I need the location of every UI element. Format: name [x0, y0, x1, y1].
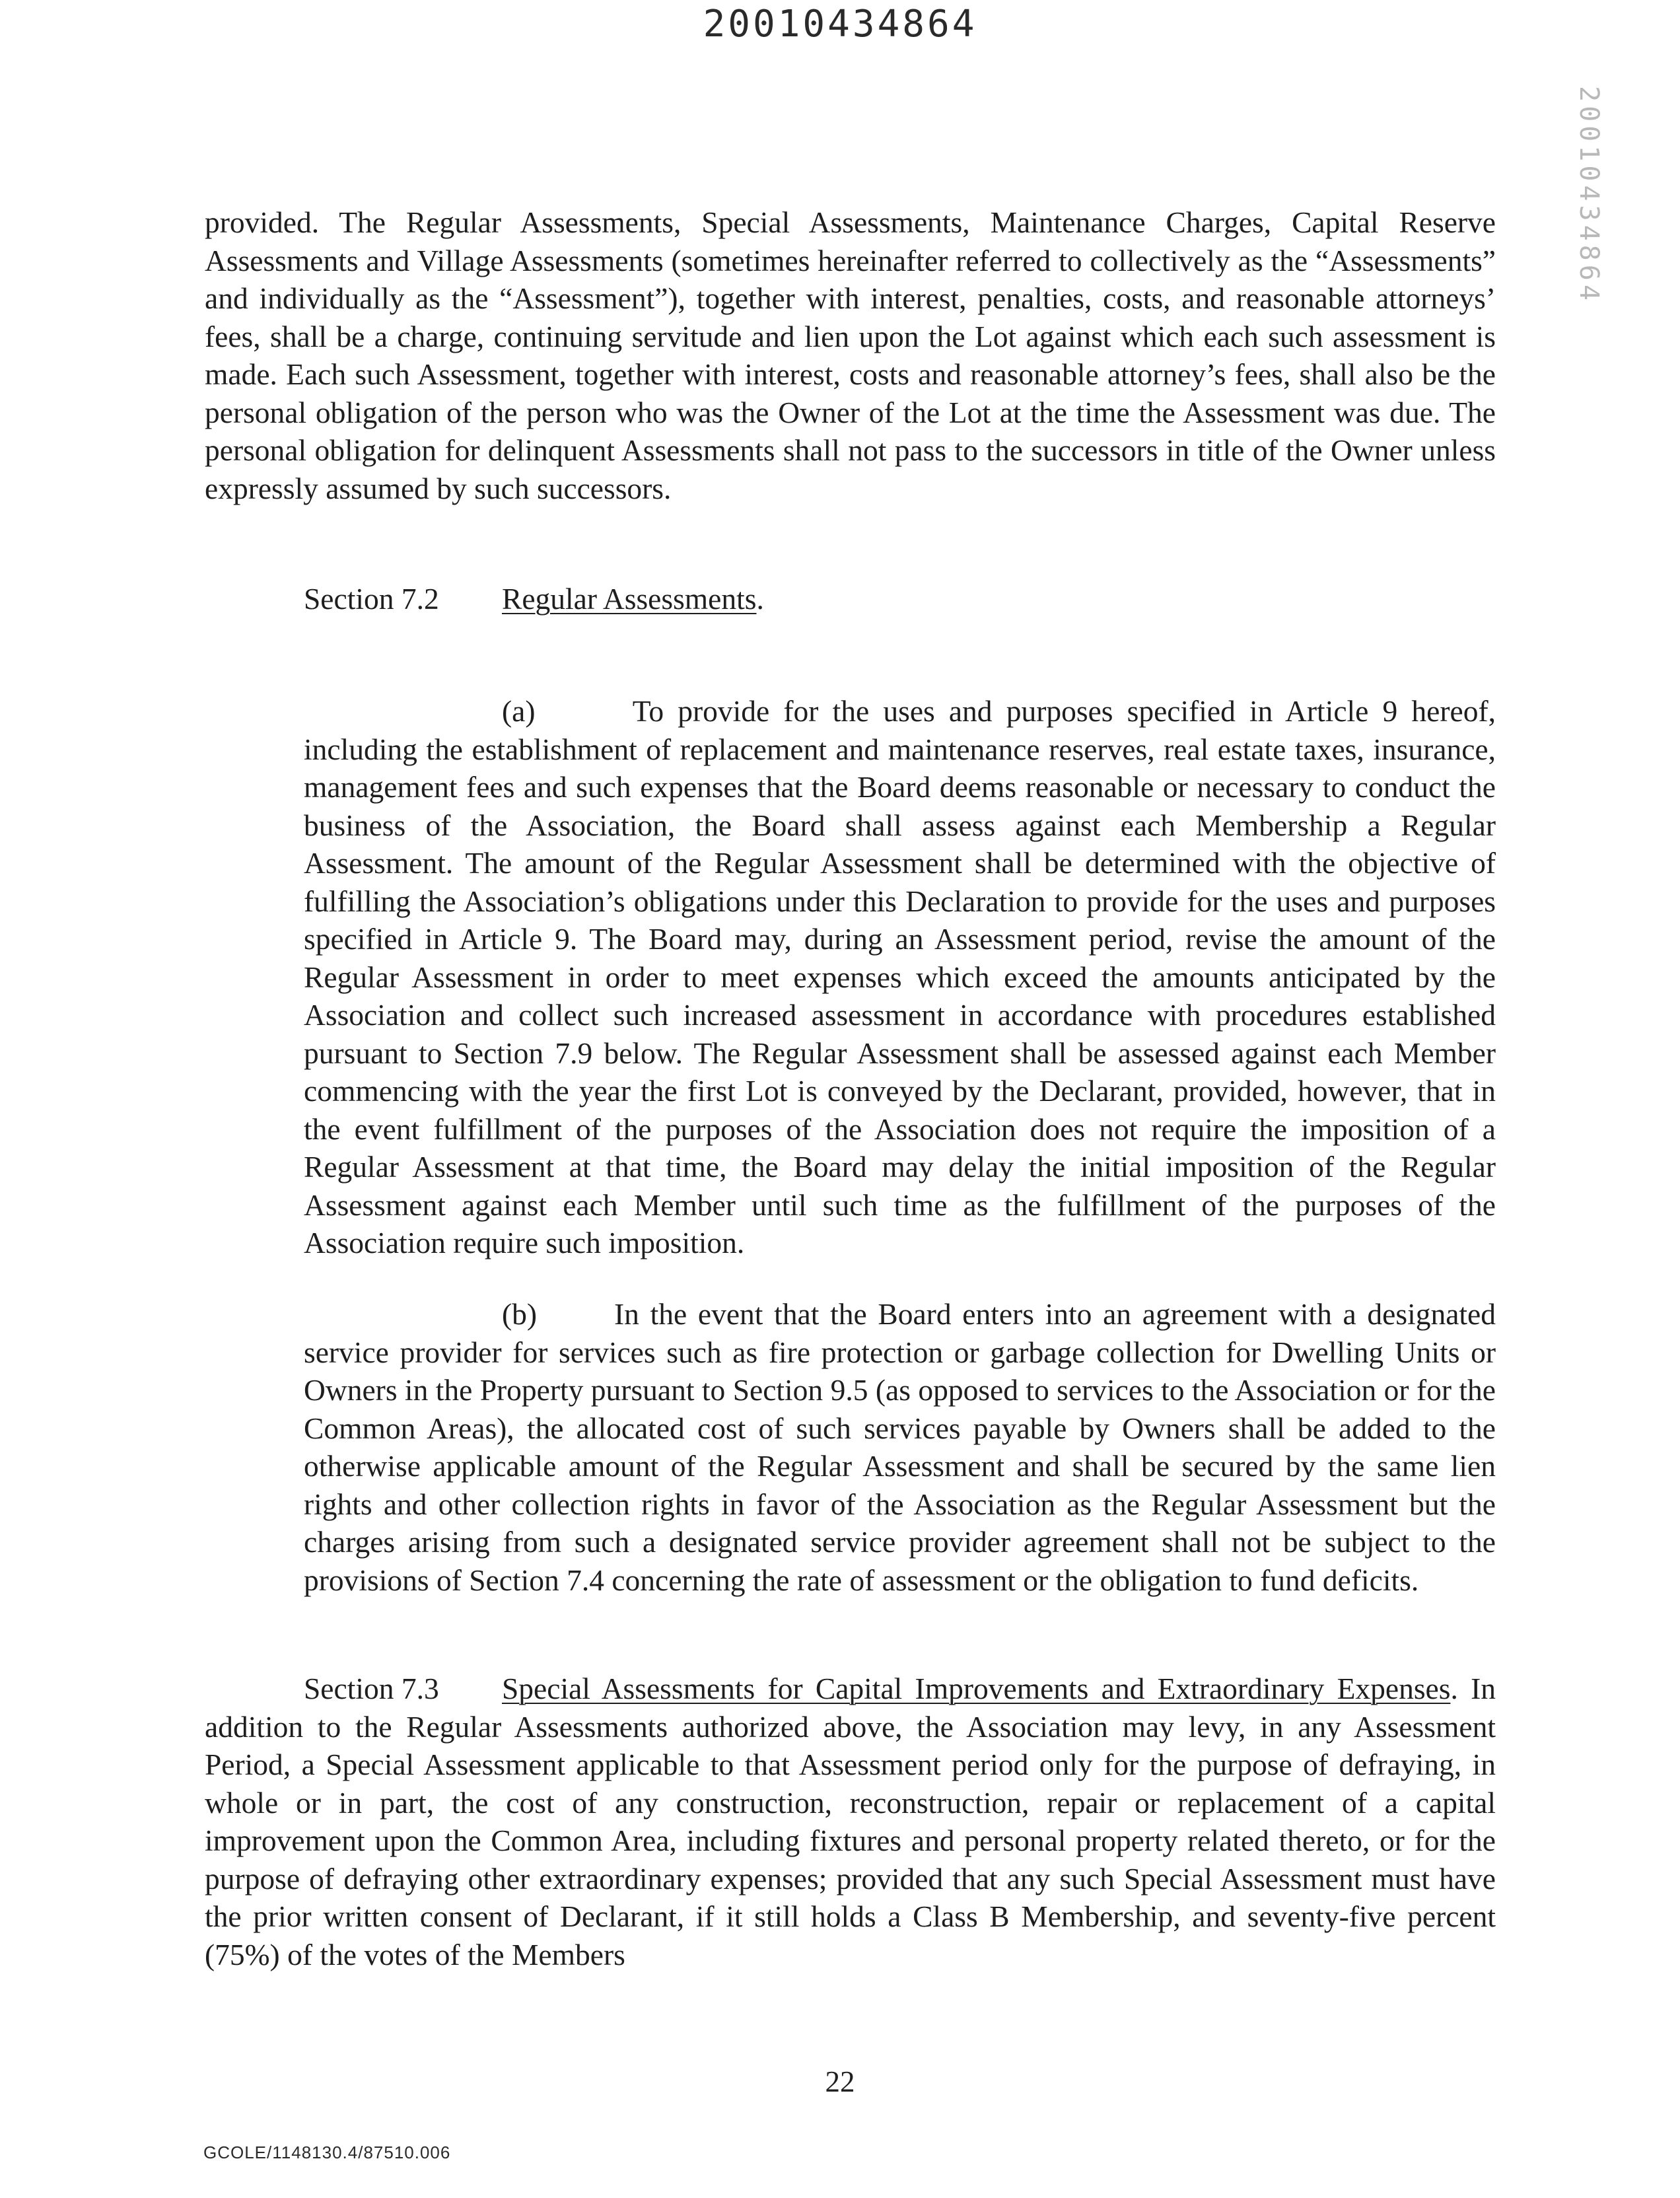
section-7-3-text: In addition to the Regular Assessments authorized above, the Association may levy, in any Assessment Period, a Special Assessment applicable to that Assessment period only for the purpose of defraying, in whole or in part, the cost of any construction, reconstruction, repair or replacement of a capital improvement upon the Common Area, including fixtures and personal property related thereto, or for the purpose of defraying other extraordinary expenses; provided that any such Special Assessment must have the prior written consent of Declarant, if it still holds a Class B Membership, and seventy-five percent (75%) of the votes of the Members: [205, 1672, 1496, 1971]
section-7-3-number: Section 7.3: [304, 1672, 439, 1705]
section-7-2-number: Section 7.2: [304, 582, 439, 616]
paragraph-b: [304, 1295, 1496, 1599]
section-7-2-title: Regular Assessments: [502, 582, 757, 616]
paragraph-a: [304, 692, 1496, 1262]
side-stamp: 20010434864: [1574, 86, 1604, 304]
section-7-3-title-suffix: .: [1450, 1672, 1458, 1705]
section-7-3: [205, 1670, 1496, 1973]
section-7-2-paragraph-a: [304, 692, 1496, 1262]
section-7-3-title: Special Assessments for Capital Improvements and Extraordinary Expenses: [502, 1672, 1451, 1705]
paragraph-b-label: (b): [502, 1297, 538, 1331]
paragraph-a-label: (a): [502, 694, 536, 728]
continuation-paragraph: [205, 203, 1496, 507]
continuation-paragraph-text: provided. The Regular Assessments, Special Assessments, Maintenance Charges, Capital Reserve Assessments and Village Assessments (sometimes hereinafter referred to collectively as the “Assessments” and individually as the “Assessment”), together with interest, penalties, costs, and reasonable attorneys’ fees, shall be a charge, continuing servitude and lien upon the Lot against which each such assessment is made. Each such Assessment, together with interest, costs and reasonable attorney’s fees, shall also be the personal obligation of the person who was the Owner of the Lot at the time the Assessment was due. The personal obligation for delinquent Assessments shall not pass to the successors in title of the Owner unless expressly assumed by such successors.: [205, 205, 1496, 505]
footer-file-code: GCOLE/1148130.4/87510.006: [203, 2143, 451, 2162]
paragraph-a-text: To provide for the uses and purposes specified in Article 9 hereof, including the establishment of replacement and maintenance reserves, real estate taxes, insurance, management fees and such expenses that the Board deems reasonable or necessary to conduct the business of the Association, the Board shall assess against each Membership a Regular Assessment. The amount of the Regular Assessment shall be determined with the objective of fulfilling the Association’s obligations under this Declaration to provide for the uses and purposes specified in Article 9. The Board may, during an Assessment period, revise the amount of the Regular Assessment in order to meet expenses which exceed the amounts anticipated by the Association and collect such increased assessment in accordance with procedures established pursuant to Section 7.9 below. The Regular Assessment shall be assessed against each Member commencing with the year the first Lot is conveyed by the Declarant, provided, however, that in the event fulfillment of the purposes of the Association does not require the imposition of a Regular Assessment at that time, the Board may delay the initial imposition of the Regular Assessment against each Member until such time as the fulfillment of the purposes of the Association require such imposition.: [304, 694, 1496, 1259]
section-7-2-title-suffix: .: [756, 582, 764, 616]
page-number: 22: [825, 2065, 855, 2098]
section-7-2-heading: [304, 580, 764, 618]
section-7-3-paragraph: [205, 1670, 1496, 1973]
paragraph-b-text: In the event that the Board enters into an agreement with a designated service provider for services such as fire protection or garbage collection for Dwelling Units or Owners in the Property pursuant to Section 9.5 (as opposed to services to the Association or for the Common Areas), the allocated cost of such services payable by Owners shall be added to the otherwise applicable amount of the Regular Assessment and shall be secured by the same lien rights and other collection rights in favor of the Association as the Regular Assessment but the charges arising from such a designated service provider agreement shall not be subject to the provisions of Section 7.4 concerning the rate of assessment or the obligation to fund deficits.: [304, 1297, 1496, 1597]
document-number: 20010434864: [703, 3, 977, 46]
section-7-2-paragraph-b: [304, 1295, 1496, 1599]
